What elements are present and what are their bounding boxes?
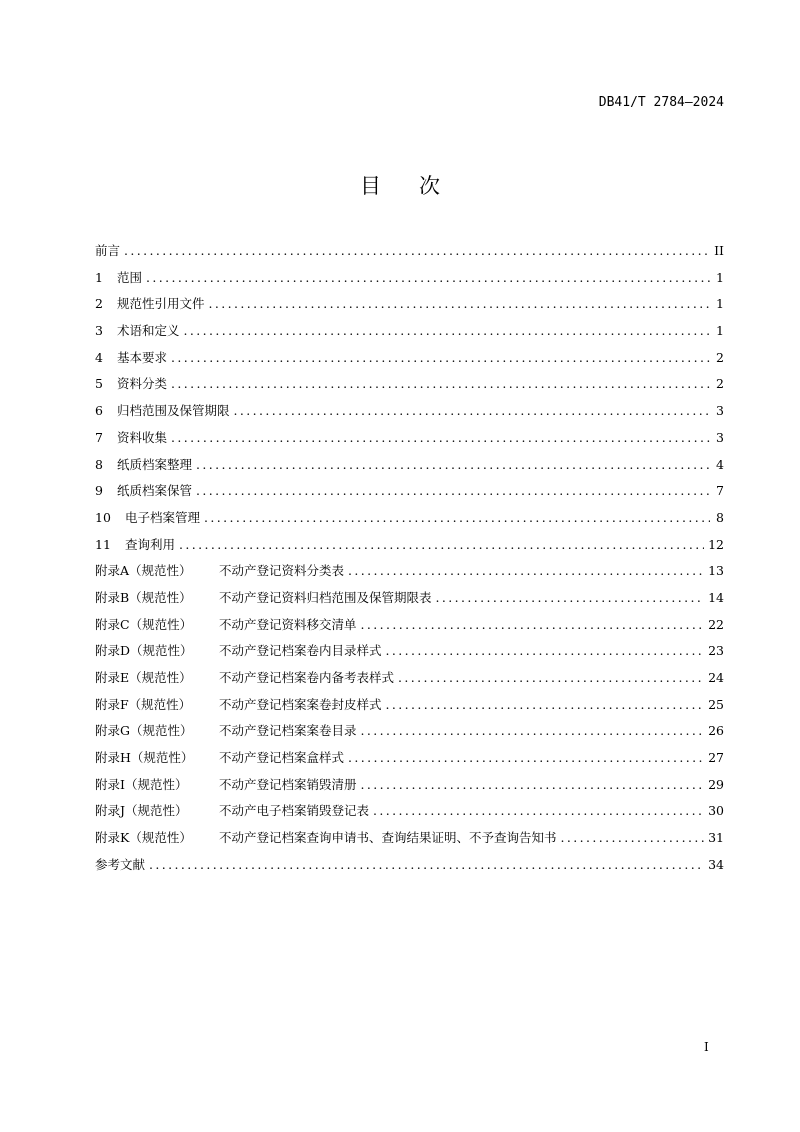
toc-entry-number: 5 [95, 376, 103, 392]
toc-entry-number: 9 [95, 483, 103, 499]
toc-entry-title: 不动产登记档案案卷目录 [219, 723, 357, 739]
toc-entry-number: 附录J（规范性） [95, 803, 188, 819]
toc-leader-dots [361, 723, 705, 738]
toc-entry-page: 1 [716, 269, 724, 285]
toc-entry-page: 14 [708, 589, 724, 605]
toc-entry[interactable] [95, 588, 724, 615]
toc-leader-dots [209, 296, 710, 311]
toc-entry[interactable] [95, 721, 724, 748]
toc-leader-dots [361, 777, 705, 792]
toc-entry[interactable] [95, 855, 724, 882]
toc-entry-page: 3 [716, 429, 724, 445]
toc-entry-page: 27 [708, 750, 724, 766]
toc-entry[interactable] [95, 348, 724, 375]
toc-entry[interactable] [95, 481, 724, 508]
toc-entry-page: 31 [708, 830, 724, 846]
toc-entry[interactable] [95, 374, 724, 401]
toc-entry-number: 10 [95, 509, 111, 525]
toc-leader-dots [196, 483, 710, 498]
toc-entry-title: 归档范围及保管期限 [117, 403, 230, 419]
toc-entry[interactable] [95, 615, 724, 642]
toc-entry-title: 不动产登记资料归档范围及保管期限表 [219, 589, 432, 605]
toc-entry[interactable] [95, 535, 724, 562]
toc-entry[interactable] [95, 294, 724, 321]
toc-entry-page: 2 [716, 376, 724, 392]
toc-entry-title: 查询利用 [125, 536, 176, 552]
toc-entry-title: 不动产登记档案卷内目录样式 [219, 643, 382, 659]
toc-entry-page: 34 [708, 856, 724, 872]
toc-entry-number: 附录G（规范性） [95, 723, 193, 739]
toc-entry-title: 不动产登记档案销毁清册 [219, 776, 357, 792]
toc-leader-dots [179, 537, 704, 552]
toc-entry-title: 不动产登记档案卷内备考表样式 [219, 670, 395, 685]
toc-entry-page: 26 [708, 723, 724, 739]
toc-entry-number: 附录B（规范性） [95, 589, 192, 605]
toc-entry-number: 附录E（规范性） [95, 670, 192, 685]
toc-entry-title: 规范性引用文件 [117, 296, 205, 312]
table-of-contents [95, 241, 724, 882]
toc-entry-title: 前言 [95, 243, 121, 258]
toc-leader-dots [171, 350, 710, 365]
toc-entry-title: 纸质档案保管 [117, 483, 193, 499]
toc-leader-dots [373, 803, 704, 818]
toc-leader-dots [361, 617, 705, 632]
toc-entry[interactable] [95, 801, 724, 828]
toc-entry-number: 附录K（规范性） [95, 830, 192, 846]
toc-entry[interactable] [95, 641, 724, 668]
toc-leader-dots [149, 857, 704, 872]
toc-entry-number: 6 [95, 403, 103, 419]
toc-leader-dots [171, 430, 710, 445]
toc-entry-title: 不动产电子档案销毁登记表 [219, 803, 370, 819]
toc-entry-number: 4 [95, 349, 103, 365]
toc-entry-number: 2 [95, 296, 103, 312]
toc-entry-page: 2 [716, 349, 724, 365]
toc-entry-title: 不动产登记档案查询申请书、查询结果证明、不予查询告知书 [219, 830, 557, 846]
toc-entry-number: 附录F（规范性） [95, 696, 192, 712]
toc-entry-title: 基本要求 [117, 349, 168, 365]
toc-entry[interactable] [95, 268, 724, 295]
toc-leader-dots [146, 270, 710, 285]
toc-entry-title: 不动产登记档案案卷封皮样式 [219, 696, 382, 712]
toc-leader-dots [398, 670, 704, 685]
toc-entry-number: 7 [95, 429, 103, 445]
toc-entry-page: 8 [716, 509, 724, 525]
toc-entry[interactable] [95, 748, 724, 775]
toc-entry-page: 1 [716, 296, 724, 312]
page-number: I [704, 1040, 709, 1054]
toc-entry[interactable] [95, 455, 724, 482]
toc-leader-dots [386, 697, 705, 712]
toc-entry-title: 电子档案管理 [125, 509, 201, 525]
toc-entry-page: 13 [708, 563, 724, 579]
toc-leader-dots [348, 750, 704, 765]
toc-leader-dots [124, 243, 710, 258]
toc-entry-number: 附录I（规范性） [95, 776, 188, 792]
toc-entry-page: 23 [708, 643, 724, 659]
toc-entry-page: 22 [708, 616, 724, 632]
toc-leader-dots [348, 563, 704, 578]
toc-entry-title: 不动产登记档案盒样式 [219, 750, 345, 766]
toc-entry-title: 纸质档案整理 [117, 456, 193, 472]
document-code: DB41/T 2784—2024 [598, 95, 724, 110]
toc-leader-dots [561, 830, 705, 845]
toc-entry[interactable] [95, 401, 724, 428]
toc-entry[interactable] [95, 668, 724, 695]
toc-leader-dots [171, 376, 710, 391]
toc-entry[interactable] [95, 241, 724, 268]
toc-entry-number: 11 [95, 536, 111, 552]
toc-entry[interactable] [95, 695, 724, 722]
toc-entry-number: 附录D（规范性） [95, 643, 193, 659]
toc-entry[interactable] [95, 561, 724, 588]
toc-entry-number: 附录H（规范性） [95, 750, 194, 766]
toc-leader-dots [436, 590, 705, 605]
toc-entry-number: 1 [95, 269, 103, 285]
toc-entry-title: 参考文献 [95, 856, 146, 872]
toc-entry-title: 资料分类 [117, 376, 168, 392]
toc-entry-page: II [714, 243, 724, 258]
toc-entry-title: 不动产登记资料分类表 [219, 563, 345, 579]
toc-entry-page: 12 [708, 536, 724, 552]
toc-entry-title: 资料收集 [117, 429, 168, 445]
toc-entry-page: 4 [716, 456, 724, 472]
toc-leader-dots [234, 403, 710, 418]
toc-leader-dots [196, 457, 710, 472]
toc-entry[interactable] [95, 321, 724, 348]
toc-leader-dots [204, 510, 710, 525]
toc-entry-page: 7 [716, 483, 724, 499]
toc-entry[interactable] [95, 428, 724, 455]
toc-entry-number: 3 [95, 323, 103, 339]
toc-entry-title: 术语和定义 [117, 323, 180, 339]
toc-entry-number: 8 [95, 456, 103, 472]
toc-entry[interactable] [95, 508, 724, 535]
toc-leader-dots [386, 643, 705, 658]
toc-entry-page: 25 [708, 696, 724, 712]
toc-entry-page: 24 [708, 670, 724, 685]
toc-entry-number: 附录A（规范性） [95, 563, 192, 579]
toc-entry-number: 附录C（规范性） [95, 616, 193, 632]
toc-entry-page: 1 [716, 323, 724, 339]
toc-entry[interactable] [95, 775, 724, 802]
toc-leader-dots [184, 323, 710, 338]
toc-entry-page: 30 [708, 803, 724, 819]
toc-entry-page: 3 [716, 403, 724, 419]
toc-entry[interactable] [95, 828, 724, 855]
toc-entry-title: 不动产登记资料移交清单 [219, 616, 357, 632]
page-title: 目次 [360, 174, 478, 198]
toc-entry-title: 范围 [117, 269, 143, 285]
toc-entry-page: 29 [708, 776, 724, 792]
